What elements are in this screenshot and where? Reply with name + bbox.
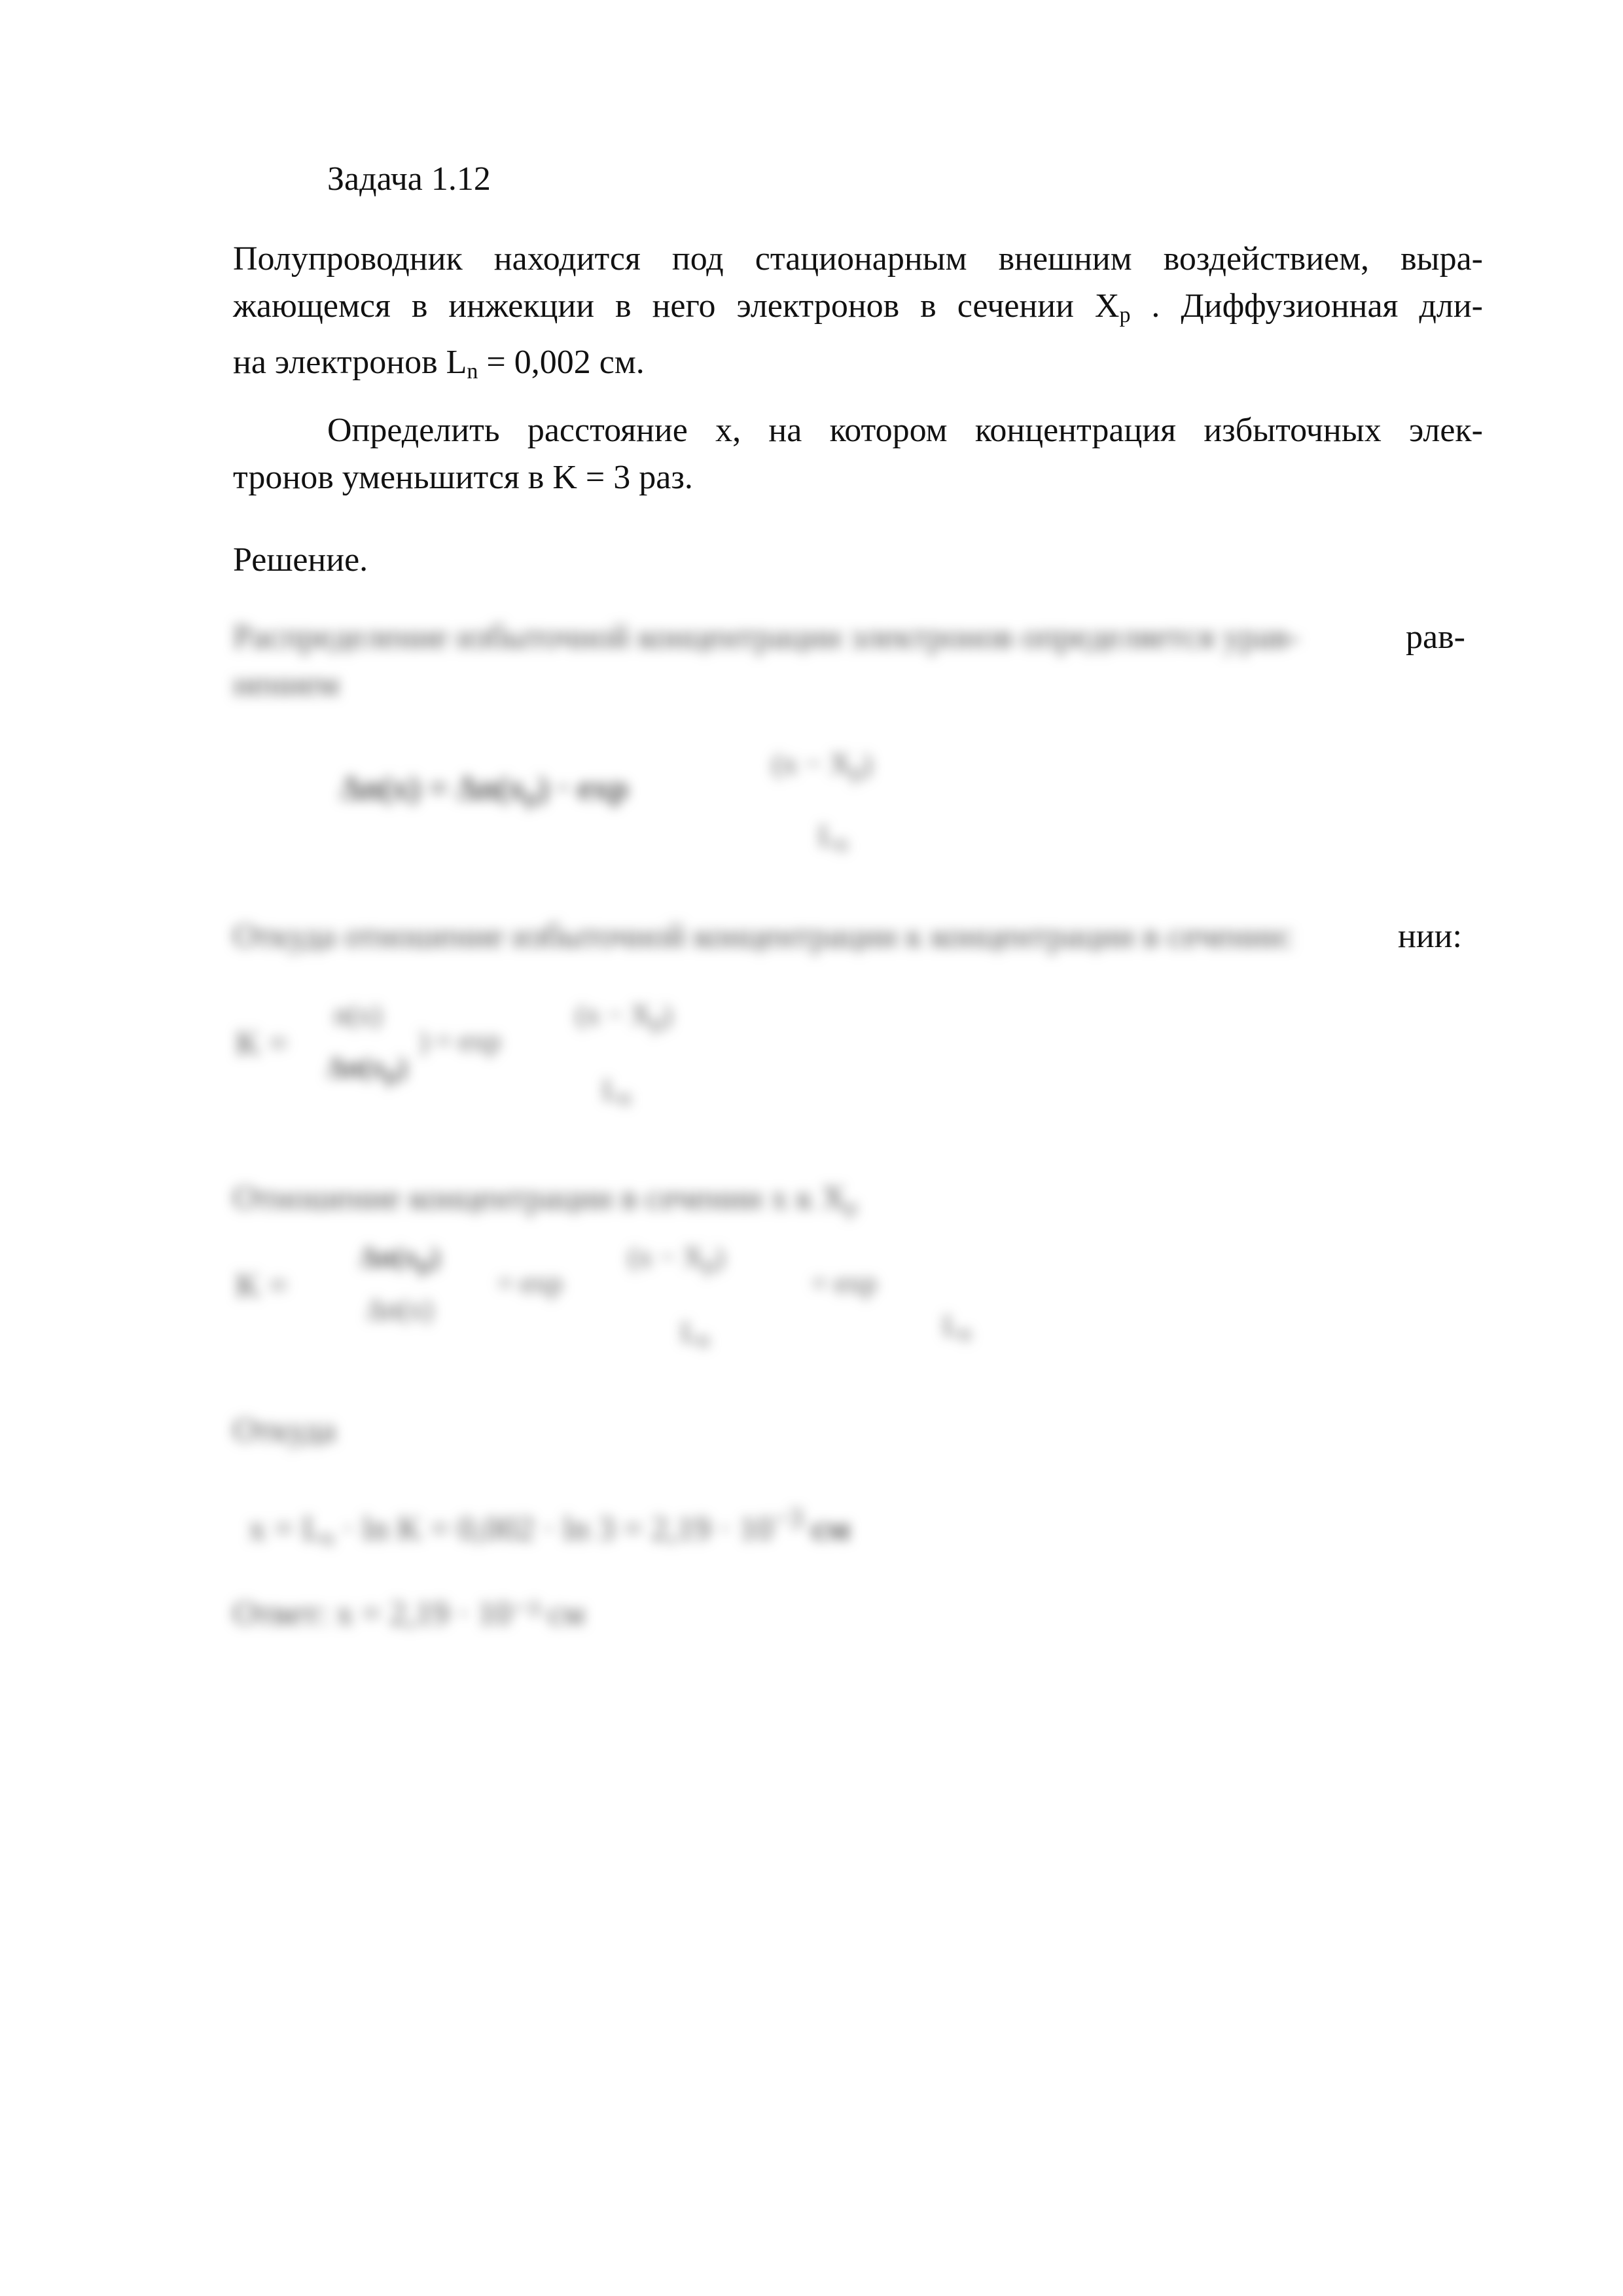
equation-3-lhs: K =	[236, 1267, 288, 1304]
equation-3-tail-denominator: $L_n$	[942, 1310, 971, 1346]
solution-paragraph-1: Распределение избыточной концентрации электронов определяется урав-	[233, 619, 1300, 656]
equation-2-fraction-top: $(x - X_p)$	[576, 999, 672, 1035]
problem-statement	[233, 236, 1483, 395]
equation-2-denominator: $\Delta n(x_p)$	[327, 1051, 408, 1087]
equation-3-exp: = exp	[497, 1267, 563, 1299]
solution-paragraph-2: Откуда отношение избыточной концентрации к концентрации в сечении:	[233, 918, 1294, 955]
equation-3-fraction-top: $(x - X_p)$	[628, 1241, 724, 1277]
equation-1-fraction-top: $(x - X_p)$	[772, 747, 872, 784]
equation-3-tail: = exp	[812, 1267, 877, 1299]
equation-3-fraction-bottom: $L_n$	[681, 1316, 709, 1352]
equation-2-exp: ) = exp	[419, 1025, 501, 1057]
equation-4: $x = L_n \cdot \ln K = 0,002 \cdot \ln 3 = 2,19 \cdot 10^{-3}$ см	[249, 1503, 850, 1551]
answer: Ответ: x = 2,19 · 10⁻³ см	[233, 1595, 585, 1632]
solution-paragraph-3: Отношение концентрации в сечении x к $X_p$	[233, 1179, 857, 1219]
solution-paragraph-1-line-2: нением	[233, 666, 340, 703]
equation-1: $\Delta n(x) = \Delta n(x_p) \cdot \exp$	[340, 770, 629, 810]
equation-2-numerator: n(x)	[334, 999, 382, 1031]
equation-2-lhs: K =	[236, 1025, 288, 1062]
problem-line-1: Полупроводник находится под стационарным внешним воздействием, выра-	[233, 240, 1483, 278]
solution-paragraph-4: Откуда	[233, 1412, 336, 1449]
solution-paragraph-1-end: рав-	[1406, 619, 1465, 656]
question-line-1: Определить расстояние x, на котором концентрация избыточных элек-	[327, 412, 1483, 449]
problem-line-3: на электронов $L_n = 0,002$ см.	[233, 344, 645, 384]
question	[233, 407, 1483, 501]
equation-3-denominator: Δn(x)	[366, 1293, 433, 1325]
equation-3-numerator: $\Delta n(x_p)$	[360, 1241, 440, 1277]
question-line-2: тронов уменьшится в K = 3 раз.	[233, 459, 693, 496]
equation-1-fraction-bottom: $L_n$	[818, 819, 848, 856]
problem-line-2: жающемся в инжекции в него электронов в сечении $X_p$ . Диффузионная дли-	[233, 287, 1483, 327]
task-title: Задача 1.12	[327, 160, 491, 198]
solution-paragraph-2-end: нии:	[1398, 918, 1462, 955]
equation-2-fraction-bottom: $L_n$	[602, 1074, 631, 1110]
solution-heading: Решение.	[233, 541, 368, 579]
